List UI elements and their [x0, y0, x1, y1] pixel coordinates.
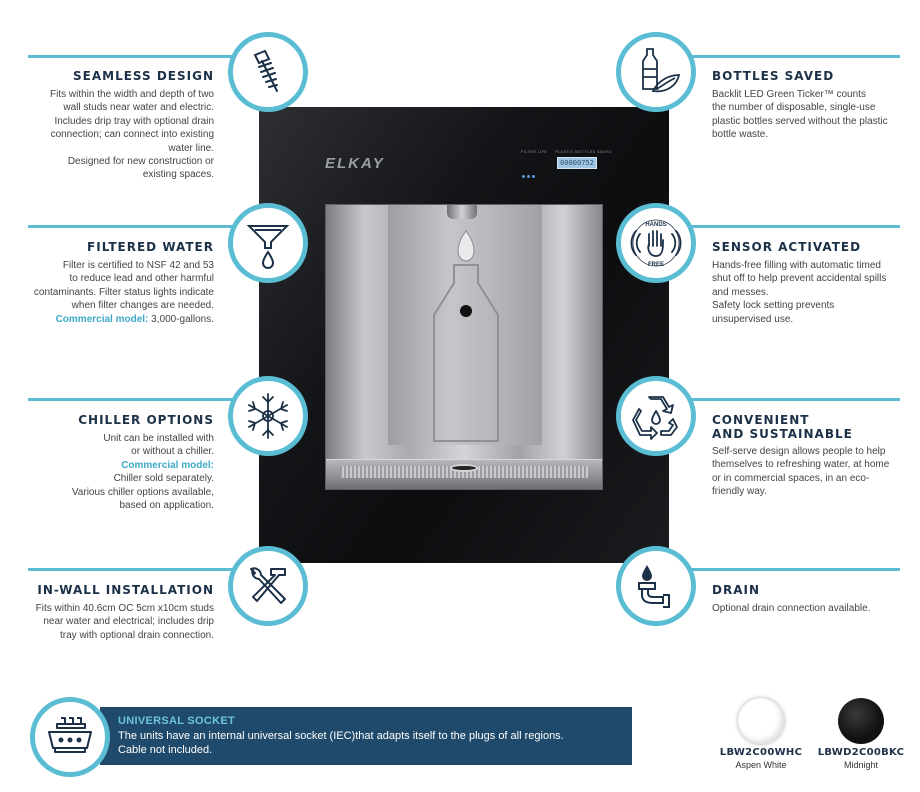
banner-text: Cable not included. — [118, 744, 213, 756]
tools-icon — [228, 546, 308, 626]
feature-text: connection; can connect into existing — [50, 129, 214, 141]
spout — [447, 205, 477, 219]
connector-line — [28, 398, 238, 401]
feature-text: Fits within 40.6cm OC 5cm x10cm studs — [35, 603, 214, 614]
swatch-midnight — [838, 698, 884, 744]
connector-line — [690, 398, 900, 401]
bottle-ticker-display: 00000752 — [557, 157, 597, 169]
connector-line — [28, 225, 238, 228]
feature-title-line: CONVENIENT — [712, 413, 810, 427]
feature-text: friendly way. — [712, 486, 767, 498]
swatch-code: LBWD2C00BKC — [817, 747, 905, 758]
feature-title — [712, 413, 912, 441]
hands-free-text: FREE — [647, 262, 665, 268]
socket-icon — [30, 697, 110, 777]
feature-text: existing spaces. — [142, 169, 214, 181]
feature-text: Designed for new construction or — [67, 156, 214, 168]
snowflake-icon — [228, 376, 308, 456]
bottle-leaf-icon — [616, 32, 696, 112]
feature-title-line: AND SUSTAINABLE — [712, 427, 853, 441]
feature-text: Various chiller options available, — [71, 486, 214, 498]
commercial-label: Commercial model: — [121, 459, 214, 471]
filter-life-label: FILTER LIFE — [521, 149, 548, 154]
feature-seamless-design — [20, 69, 214, 182]
feature-text: Backlit LED Green Ticker™ counts — [712, 89, 866, 100]
feature-text: near water and electrical; includes drip — [43, 616, 214, 628]
swatch-label — [706, 747, 816, 771]
feature-text: unsupervised use. — [712, 313, 794, 325]
commercial-label: Commercial model: — [55, 313, 149, 325]
feature-text: or without a chiller. — [131, 446, 214, 458]
feature-text: shut off to help prevent accidental spills — [712, 273, 887, 285]
feature-sensor-activated — [712, 240, 912, 326]
feature-text: and messes. — [712, 286, 769, 298]
feature-text: Safety lock setting prevents — [712, 300, 835, 312]
swatch-label — [806, 747, 916, 771]
recycle-icon — [616, 376, 696, 456]
feature-text: plastic bottles served without the plastic — [712, 115, 888, 127]
connector-line — [690, 225, 900, 228]
banner-text: The units have an internal universal socket (IEC)that adapts itself to the plugs of all regions. — [118, 730, 564, 742]
feature-title: FILTERED WATER — [87, 240, 214, 254]
hands-free-icon — [616, 203, 696, 283]
connector-line — [690, 55, 900, 58]
feature-filtered-water — [20, 240, 214, 326]
screw-icon — [228, 32, 308, 112]
feature-text: when filter changes are needed. — [71, 300, 214, 312]
feature-drain — [712, 583, 912, 615]
feature-title: CHILLER OPTIONS — [78, 413, 214, 427]
universal-socket-banner — [100, 707, 632, 765]
ticker-label: PLASTIC BOTTLES SAVED — [555, 149, 612, 154]
swatch-name: Midnight — [843, 760, 879, 770]
feature-text: Hands-free filling with automatic timed — [712, 260, 881, 271]
hands-free-text: HANDS — [645, 222, 667, 228]
feature-text: tray with optional drain connection. — [60, 629, 214, 641]
funnel-drop-icon — [228, 203, 308, 283]
fill-alcove — [325, 204, 603, 490]
feature-title: IN-WALL INSTALLATION — [37, 583, 214, 597]
feature-text: Self-serve design allows people to help — [712, 446, 886, 457]
bottle-outline-icon — [426, 225, 506, 445]
feature-text: bottle waste. — [712, 129, 769, 141]
feature-text: Filter is certified to NSF 42 and 53 — [62, 260, 214, 271]
feature-text: Fits within the width and depth of two — [50, 89, 214, 100]
product-image — [259, 107, 669, 563]
feature-bottles-saved — [712, 69, 912, 142]
feature-chiller-options — [20, 413, 214, 512]
feature-title: DRAIN — [712, 583, 760, 597]
feature-text: or in commercial spaces, in an eco- — [712, 472, 870, 484]
feature-text: the number of disposable, single-use — [712, 102, 876, 114]
swatch-code: LBW2C00WHC — [719, 747, 803, 758]
feature-text: contaminants. Filter status lights indicate — [33, 286, 214, 298]
feature-title: BOTTLES SAVED — [712, 69, 835, 83]
connector-line — [690, 568, 900, 571]
banner-title: UNIVERSAL SOCKET — [118, 715, 236, 727]
feature-text: wall studs near water and electric. — [63, 102, 214, 114]
drain-pipe-icon — [616, 546, 696, 626]
feature-text: Optional drain connection available. — [712, 603, 871, 614]
feature-text: Includes drip tray with optional drain — [54, 115, 214, 127]
feature-convenient-sustainable — [712, 413, 912, 499]
filter-status-lights — [522, 165, 537, 183]
commercial-text: 3,000-gallons. — [148, 313, 214, 325]
drip-tray — [326, 459, 602, 489]
feature-in-wall-installation — [20, 583, 214, 642]
feature-text: to reduce lead and other harmful — [69, 273, 214, 285]
swatch-aspen-white — [738, 698, 784, 744]
feature-text: Chiller sold separately. — [113, 473, 214, 485]
connector-line — [28, 55, 238, 58]
feature-title: SENSOR ACTIVATED — [712, 240, 862, 254]
swatch-name: Aspen White — [735, 760, 787, 770]
feature-text: themselves to refreshing water, at home — [712, 459, 890, 471]
brand-logo: ELKAY — [325, 155, 385, 172]
feature-text: water line. — [168, 142, 214, 154]
feature-text — [20, 313, 214, 326]
feature-title: SEAMLESS DESIGN — [73, 69, 214, 83]
feature-text: based on application. — [119, 500, 214, 512]
connector-line — [28, 568, 238, 571]
feature-text: Unit can be installed with — [103, 433, 214, 444]
